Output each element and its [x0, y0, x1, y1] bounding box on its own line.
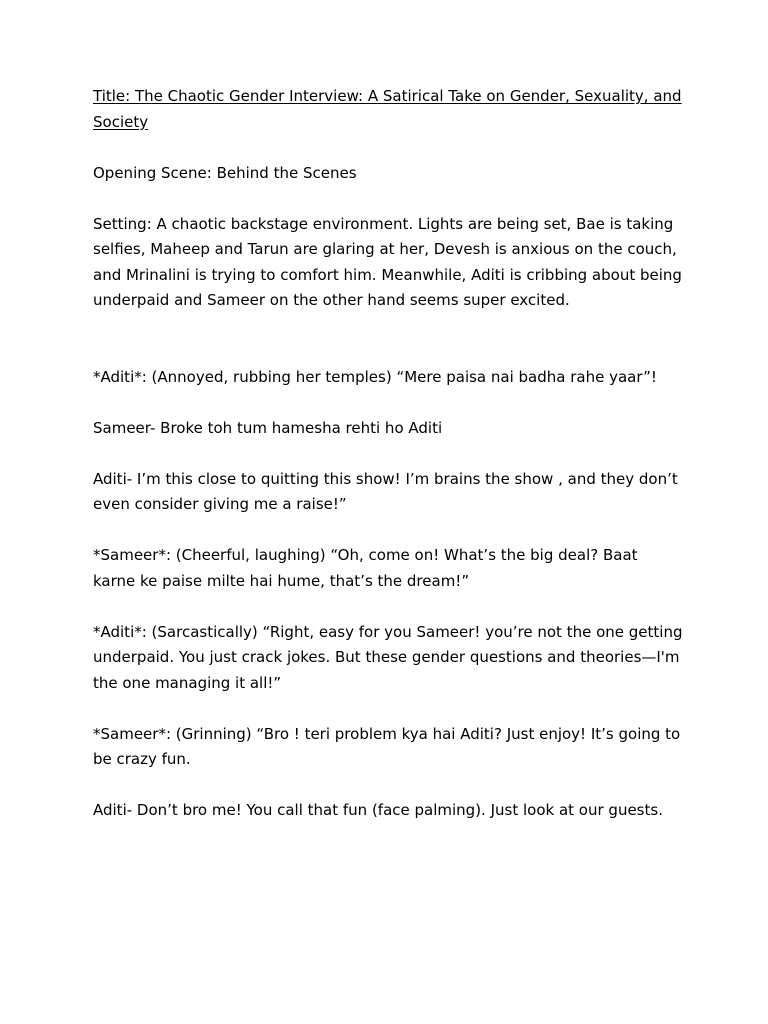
document-page: [93, 84, 683, 849]
dialogue-line: Aditi- I’m this close to quitting this show! I’m brains the show , and they don’t even consider giving me a raise!”: [93, 469, 678, 513]
dialogue-line: *Sameer*: (Cheerful, laughing) “Oh, come on! What’s the big deal? Baat karne ke paise milte hai hume, that’s the dream!”: [93, 546, 638, 590]
dialogue-line: *Aditi*: (Annoyed, rubbing her temples) “Mere paisa nai badha rahe yaar”!: [93, 367, 657, 386]
dialogue-line: Aditi- Don’t bro me! You call that fun (face palming). Just look at our guests.: [93, 801, 663, 819]
blank-line: [93, 339, 683, 365]
scene-heading: Opening Scene: Behind the Scenes: [93, 163, 357, 182]
setting-paragraph: Setting: A chaotic backstage environment. Lights are being set, Bae is taking selfies, Maheep and Tarun are glaring at her, Devesh is anxious on the couch, and Mrinalini is trying to comfort him. Meanwhile, Aditi is cribbing about being underpaid and Sameer on the other hand seems super excited.: [93, 214, 682, 309]
dialogue-line: *Sameer*: (Grinning) “Bro ! teri problem kya hai Aditi? Just enjoy! It’s going to be crazy fun.: [93, 724, 681, 768]
dialogue-line: Sameer- Broke toh tum hamesha rehti ho Aditi: [93, 418, 443, 437]
dialogue-line: *Aditi*: (Sarcastically) “Right, easy for you Sameer! you’re not the one getting underpaid. You just crack jokes. But these gender questions and theories—I'm the one managing it all!”: [93, 622, 683, 692]
document-title: Title: The Chaotic Gender Interview: A Satirical Take on Gender, Sexuality, and Society: [93, 87, 682, 131]
